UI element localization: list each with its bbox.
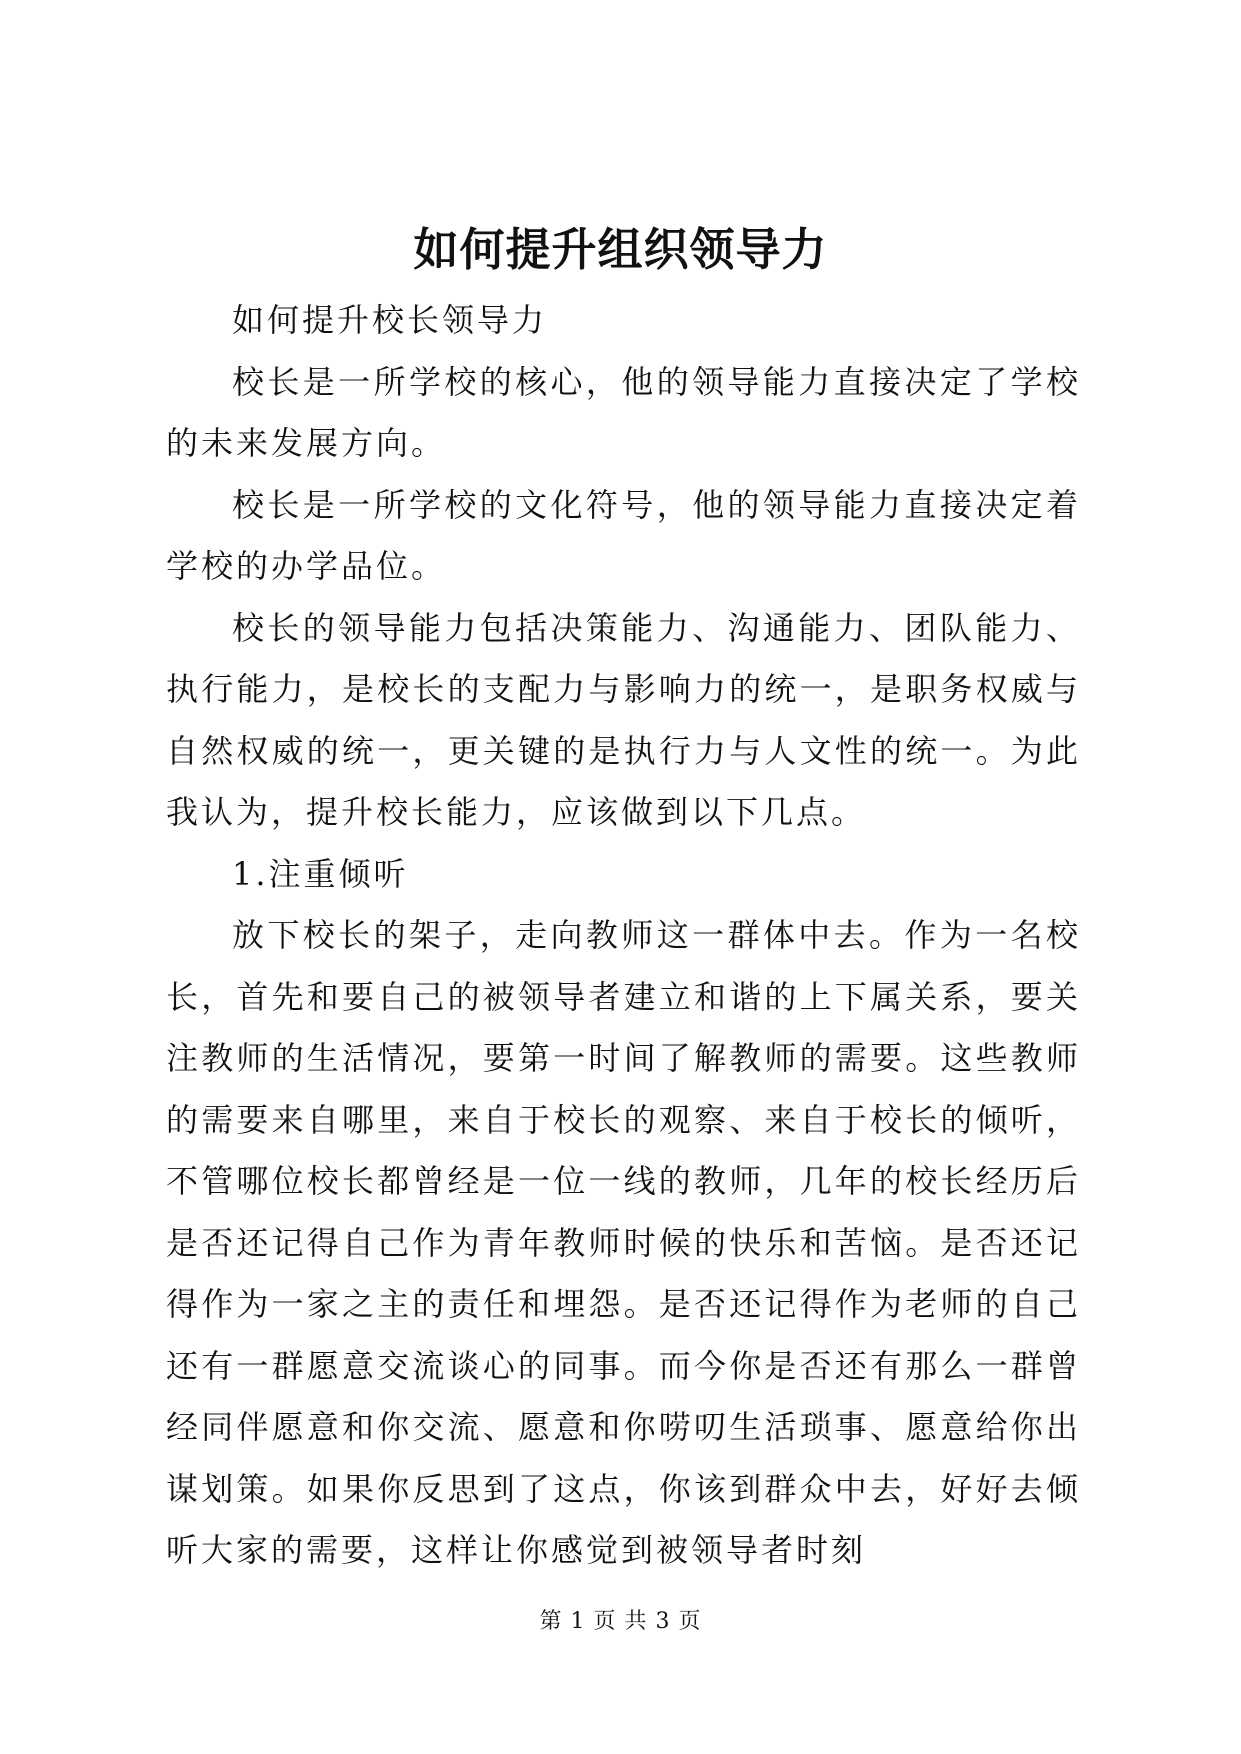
document-body xyxy=(166,290,1081,1582)
document-title: 如何提升组织领导力 xyxy=(413,223,828,276)
paragraph-abilities: 校长的领导能力包括决策能力、沟通能力、团队能力、执行能力，是校长的支配力与影响力的统一，是职务权威与自然权威的统一，更关键的是执行力与人文性的统一。为此我认为，提升校长能力，应该做到以下几点。 xyxy=(166,608,1081,831)
page-footer: 第 1 页 共 3 页 xyxy=(539,1609,702,1634)
paragraph-core: 校长是一所学校的核心，他的领导能力直接决定了学校的未来发展方向。 xyxy=(166,362,1081,462)
paragraph-culture: 校长是一所学校的文化符号，他的领导能力直接决定着学校的办学品位。 xyxy=(166,485,1081,585)
section-heading-listening: 1.注重倾听 xyxy=(232,854,409,893)
paragraph-listening: 放下校长的架子，走向教师这一群体中去。作为一名校长，首先和要自己的被领导者建立和谐的上下属关系，要关注教师的生活情况，要第一时间了解教师的需要。这些教师的需要来自哪里，来自于校长的观察、来自于校长的倾听，不管哪位校长都曾经是一位一线的教师，几年的校长经历后是否还记得自己作为青年教师时候的快乐和苦恼。是否还记得作为一家之主的责任和埋怨。是否还记得作为老师的自己还有一群愿意交流谈心的同事。而今你是否还有那么一群曾经同伴愿意和你交流、愿意和你唠叨生活琐事、愿意给你出谋划策。如果你反思到了这点，你该到群众中去，好好去倾听大家的需要，这样让你感觉到被领导者时刻 xyxy=(166,916,1081,1569)
paragraph-subtitle: 如何提升校长领导力 xyxy=(232,301,548,339)
